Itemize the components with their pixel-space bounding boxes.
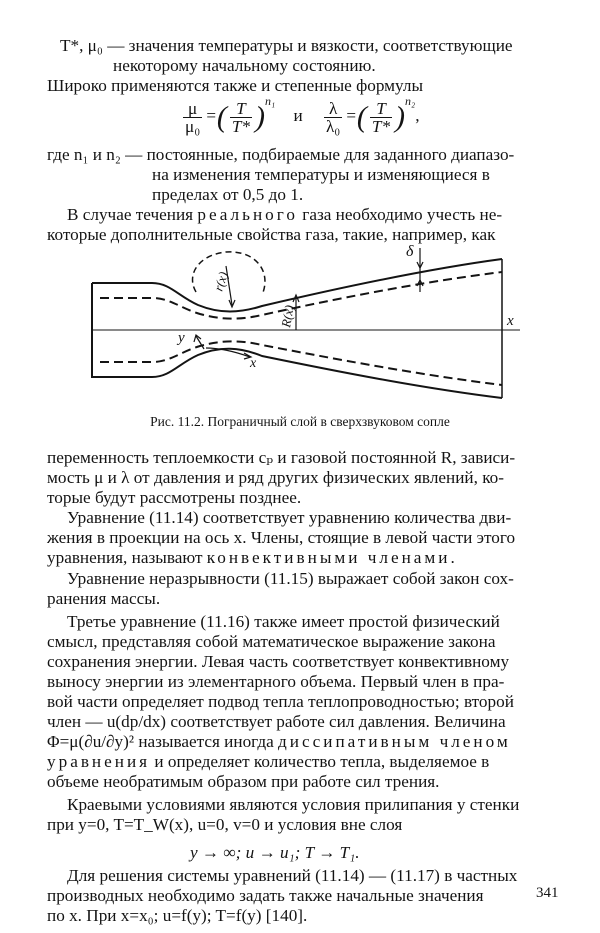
line-7c: газа необходимо учесть не- xyxy=(297,205,503,224)
para-2-spaced: конвективными членами. xyxy=(206,548,458,567)
para-2-line-1: Уравнение (11.14) соответствует уравнению количества дви- xyxy=(67,508,512,527)
para-2-line-3a: уравнения, называют xyxy=(47,548,207,567)
page-number: 341 xyxy=(536,885,559,901)
formula-T1: T xyxy=(230,100,252,118)
line-1: T*, μ₀ — значения температуры и вязкости, соответствующие xyxy=(60,36,513,55)
label-x-axis: x xyxy=(507,313,514,329)
para-4-line-8 xyxy=(47,752,489,772)
formula-lambda0: λ₀ xyxy=(325,116,341,136)
para-4-line-7 xyxy=(47,732,511,752)
para-3-line-1: Уравнение неразрывности (11.15) выражает собой закон сох- xyxy=(67,569,514,588)
para-6-line-2: производных необходимо задать также начальные значения xyxy=(47,886,484,905)
label-delta: δ xyxy=(406,243,414,260)
power-formula: $\frac{\mu}{\text{μ₀}}$ =( $\frac{T}{T*}$ )$^{n_1}$ и $\frac{\lambda}{\text{λ₀}}$ =( $\frac{T}{T*}$ )$^{n_2}$, xyxy=(185,94,420,136)
para-1-line-2: мость μ и λ от давления и ряд других физических явлений, ко- xyxy=(47,468,505,487)
para-2-line-2: жения в проекции на ось x. Члены, стоящие в левой части этого xyxy=(47,528,516,547)
para-4-line-3: сохранения энергии. Левая часть соответствует конвективному xyxy=(47,652,510,671)
label-x-wall: x xyxy=(250,356,257,371)
formula-Tstar2: T* xyxy=(371,116,391,136)
para-6-line-1: Для решения системы уравнений (11.14) — (11.17) в частных xyxy=(67,866,518,885)
formula-lambda: λ xyxy=(324,100,342,118)
formula-n1: n₁ xyxy=(264,94,276,108)
para-4-spaced-2: уравнения xyxy=(47,752,151,771)
nozzle-upper-wall xyxy=(92,259,502,312)
formula-Tstar1: T* xyxy=(231,116,250,136)
para-4-line-6: член — u(dp/dx) соответствует работе сил давления. Величина xyxy=(47,712,506,731)
para-4-line-7a: Φ=μ(∂u/∂y)² называется иногда xyxy=(47,732,279,751)
nozzle-lower-wall xyxy=(92,283,502,398)
figure-caption: Рис. 11.2. Пограничный слой в сверхзвуковом сопле xyxy=(150,414,450,429)
line-2: некоторому начальному состоянию. xyxy=(113,56,376,75)
line-7a: В случае течения xyxy=(67,205,198,224)
label-y: y xyxy=(178,330,185,346)
para-5-line-1: Краевыми условиями являются условия прилипания у стенки xyxy=(67,795,520,814)
para-3-line-2: ранения массы. xyxy=(47,589,161,608)
line-3: Широко применяются также и степенные формулы xyxy=(47,76,423,95)
formula-n2: n₂ xyxy=(405,94,416,108)
para-6-line-3: по x. При x=x₀; u=f(y); T=f(y) [140]. xyxy=(47,906,308,925)
curvature-circle xyxy=(193,252,265,295)
line-8: которые дополнительные свойства газа, такие, например, как xyxy=(47,225,496,244)
para-2-line-3 xyxy=(47,548,458,568)
para-4-line-4: выносу энергии из элементарного объема. Первый член в пра- xyxy=(47,672,505,691)
para-4-line-8b: и определяет количество тепла, выделяемое в xyxy=(150,752,490,771)
formula-eq-2: = xyxy=(345,106,357,125)
line-4: где n₁ и n₂ — постоянные, подбираемые для заданного диапазо- xyxy=(47,145,515,164)
line-7-spaced: реального xyxy=(197,205,298,224)
para-1-line-3: торые будут рассмотрены позднее. xyxy=(47,488,302,507)
line-5: на изменения температуры и изменяющиеся в xyxy=(152,165,490,184)
formula-and: и xyxy=(293,106,303,125)
para-4-line-5: вой части определяет подвод тепла теплопроводностью; второй xyxy=(47,692,514,711)
boundary-conditions: y → ∞; u → u₁; T → T₁. xyxy=(190,843,360,862)
formula-comma: , xyxy=(415,106,420,125)
para-4-spaced-1: диссипативным членом xyxy=(278,732,511,751)
para-4-line-1: Третье уравнение (11.16) также имеет простой физический xyxy=(67,612,500,631)
boundary-layer-upper xyxy=(100,269,502,319)
formula-mu0: μ₀ xyxy=(185,116,201,136)
para-5-line-2: при y=0, T=T_W(x), u=0, v=0 и условия вне слоя xyxy=(47,815,403,834)
formula-eq-1: = xyxy=(205,106,217,125)
para-4-line-9: объеме необратимым образом при работе сил трения. xyxy=(47,772,440,791)
para-4-line-2: смысл, представляя собой математическое выражение закона xyxy=(47,632,496,651)
para-1-line-1: переменность теплоемкости cₚ и газовой постоянной R, зависи- xyxy=(47,448,516,467)
label-R: R(x) xyxy=(278,303,297,329)
formula-T2: T xyxy=(370,100,392,118)
formula-mu: μ xyxy=(183,100,202,118)
label-r: r(x) xyxy=(210,269,231,293)
line-6: пределах от 0,5 до 1. xyxy=(152,185,304,204)
